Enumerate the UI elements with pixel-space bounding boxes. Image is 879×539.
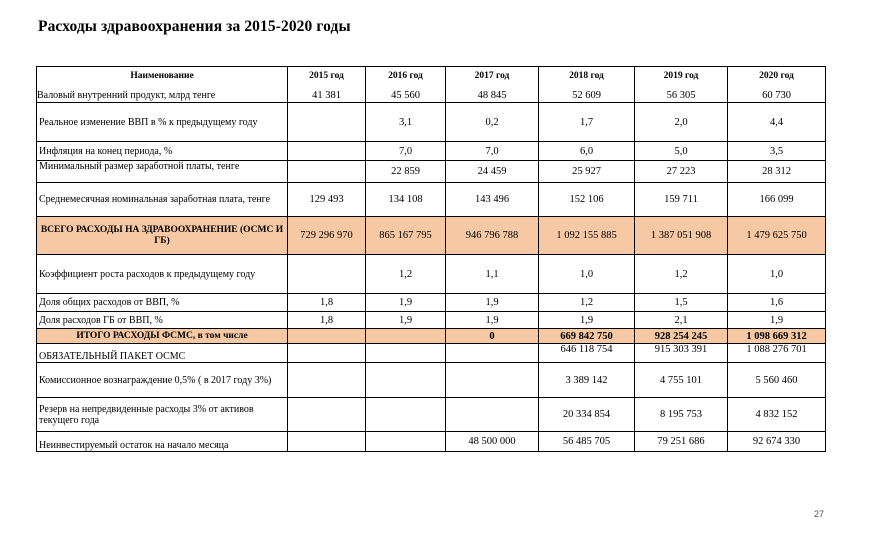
row-label: Реальное изменение ВВП в % к предыдущему году: [37, 103, 288, 142]
value-cell: [366, 329, 446, 344]
value-cell: 1,9: [446, 312, 539, 329]
year-col-2017: [446, 67, 539, 103]
value-cell: 45 560: [391, 89, 420, 101]
value-cell: 20 334 854: [539, 398, 635, 432]
year-col-2019: [635, 67, 728, 103]
value-cell: [288, 432, 366, 452]
value-cell: 946 796 788: [446, 217, 539, 255]
table-row: [37, 344, 826, 363]
value-cell: 22 859: [366, 161, 446, 183]
value-cell: [366, 363, 446, 398]
row-label: ИТОГО РАСХОДЫ ФСМС, в том числе: [37, 329, 288, 344]
value-cell: 7,0: [366, 142, 446, 161]
year-2017: 2017 год: [474, 70, 510, 81]
page-number: 27: [814, 509, 825, 519]
value-cell: 6,0: [539, 142, 635, 161]
year-2020: 2020 год: [759, 70, 794, 81]
table-row: [37, 142, 826, 161]
value-cell: 52 609: [572, 89, 601, 101]
value-cell: 865 167 795: [366, 217, 446, 255]
value-cell: 0,2: [446, 103, 539, 142]
value-cell: 48 845: [477, 89, 507, 101]
value-cell: 3,5: [728, 142, 826, 161]
value-cell: 56 485 705: [539, 432, 635, 452]
row-label: Коэффициент роста расходов к предыдущему году: [37, 255, 288, 294]
header-row: [37, 67, 826, 103]
value-cell: 134 108: [366, 183, 446, 217]
fsms-total-row: [37, 329, 826, 344]
value-cell: [288, 142, 366, 161]
value-cell: 1 479 625 750: [728, 217, 826, 255]
row-label: ОБЯЗАТЕЛЬНЫЙ ПАКЕТ ОСМС: [37, 344, 288, 363]
value-cell: 79 251 686: [635, 432, 728, 452]
table-row: [37, 294, 826, 312]
table-row: [37, 363, 826, 398]
row-label: Доля общих расходов от ВВП, %: [37, 294, 288, 312]
value-cell: 1 092 155 885: [539, 217, 635, 255]
value-cell: [288, 363, 366, 398]
value-cell: 1 098 669 312: [728, 329, 826, 344]
value-cell: 729 296 970: [288, 217, 366, 255]
value-cell: [366, 432, 446, 452]
value-cell: [288, 398, 366, 432]
value-cell: 48 500 000: [446, 432, 539, 452]
year-col-2015: [288, 67, 366, 103]
year-2018: 2018 год: [569, 70, 604, 81]
table-row: [37, 398, 826, 432]
year-2016: 2016 год: [388, 70, 423, 81]
table-row: [37, 103, 826, 142]
value-cell: 1,8: [288, 312, 366, 329]
total-expenses-row: [37, 217, 826, 255]
value-cell: 4 755 101: [635, 363, 728, 398]
value-cell: 1,9: [728, 312, 826, 329]
value-cell: 56 305: [666, 89, 696, 101]
value-cell: 27 223: [635, 161, 728, 183]
header-name: Наименование: [130, 70, 194, 81]
value-cell: [288, 103, 366, 142]
value-cell: [366, 398, 446, 432]
row-label: Инфляция на конец периода, %: [37, 142, 288, 161]
value-cell: [288, 161, 366, 183]
value-cell: 1,9: [366, 294, 446, 312]
health-expenses-table: [36, 66, 826, 452]
value-cell: 1 387 051 908: [635, 217, 728, 255]
value-cell: 159 711: [635, 183, 728, 217]
value-cell: 5,0: [635, 142, 728, 161]
value-cell: 1 088 276 701: [728, 344, 826, 363]
value-cell: 1,9: [539, 312, 635, 329]
value-cell: 1,6: [728, 294, 826, 312]
value-cell: 1,1: [446, 255, 539, 294]
value-cell: 166 099: [728, 183, 826, 217]
value-cell: 152 106: [539, 183, 635, 217]
value-cell: 129 493: [288, 183, 366, 217]
header-name-cell: [37, 67, 288, 103]
value-cell: [446, 398, 539, 432]
value-cell: 1,2: [635, 255, 728, 294]
value-cell: 3 389 142: [539, 363, 635, 398]
row-label: Валовый внутренний продукт, млрд тенге: [37, 89, 216, 101]
value-cell: 4 832 152: [728, 398, 826, 432]
page-title: Расходы здравоохранения за 2015-2020 годы: [38, 18, 351, 35]
value-cell: 1,2: [539, 294, 635, 312]
value-cell: 1,8: [288, 294, 366, 312]
value-cell: 2,0: [635, 103, 728, 142]
year-2019: 2019 год: [663, 70, 699, 81]
value-cell: 646 118 754: [539, 344, 635, 363]
row-label: Неинвестируемый остаток на начало месяца: [37, 432, 288, 452]
value-cell: 8 195 753: [635, 398, 728, 432]
value-cell: 1,5: [635, 294, 728, 312]
value-cell: 2,1: [635, 312, 728, 329]
value-cell: 1,0: [728, 255, 826, 294]
value-cell: 1,2: [366, 255, 446, 294]
value-cell: [288, 329, 366, 344]
table-row: [37, 183, 826, 217]
value-cell: 1,0: [539, 255, 635, 294]
table-row: [37, 432, 826, 452]
value-cell: 143 496: [446, 183, 539, 217]
value-cell: 1,9: [446, 294, 539, 312]
value-cell: 3,1: [366, 103, 446, 142]
year-2015: 2015 год: [309, 70, 344, 81]
value-cell: 25 927: [539, 161, 635, 183]
value-cell: 1,9: [366, 312, 446, 329]
row-label: Комиссионное вознаграждение 0,5% ( в 2017 году 3%): [37, 363, 288, 398]
value-cell: 0: [446, 329, 539, 344]
year-col-2018: [539, 67, 635, 103]
value-cell: [366, 344, 446, 363]
value-cell: 60 730: [762, 89, 791, 101]
value-cell: 28 312: [728, 161, 826, 183]
value-cell: [446, 363, 539, 398]
row-label: Резерв на непредвиденные расходы 3% от активов текущего года: [37, 398, 288, 432]
row-label: Минимальный размер заработной платы, тенге: [37, 161, 288, 183]
row-label: ВСЕГО РАСХОДЫ НА ЗДРАВООХРАНЕНИЕ (ОСМС И ГБ): [37, 217, 288, 255]
value-cell: [446, 344, 539, 363]
value-cell: 92 674 330: [728, 432, 826, 452]
year-col-2020: [728, 67, 826, 103]
value-cell: 5 560 460: [728, 363, 826, 398]
table-row: [37, 255, 826, 294]
value-cell: [288, 344, 366, 363]
value-cell: 915 303 391: [635, 344, 728, 363]
value-cell: 4,4: [728, 103, 826, 142]
year-col-2016: [366, 67, 446, 103]
value-cell: 24 459: [446, 161, 539, 183]
value-cell: 1,7: [539, 103, 635, 142]
value-cell: 669 842 750: [539, 329, 635, 344]
table-row: [37, 161, 826, 183]
row-label: Доля расходов ГБ от ВВП, %: [37, 312, 288, 329]
value-cell: 7,0: [446, 142, 539, 161]
value-cell: 928 254 245: [635, 329, 728, 344]
value-cell: [288, 255, 366, 294]
row-label: Среднемесячная номинальная заработная плата, тенге: [37, 183, 288, 217]
table-row: [37, 312, 826, 329]
value-cell: 41 381: [312, 89, 341, 101]
